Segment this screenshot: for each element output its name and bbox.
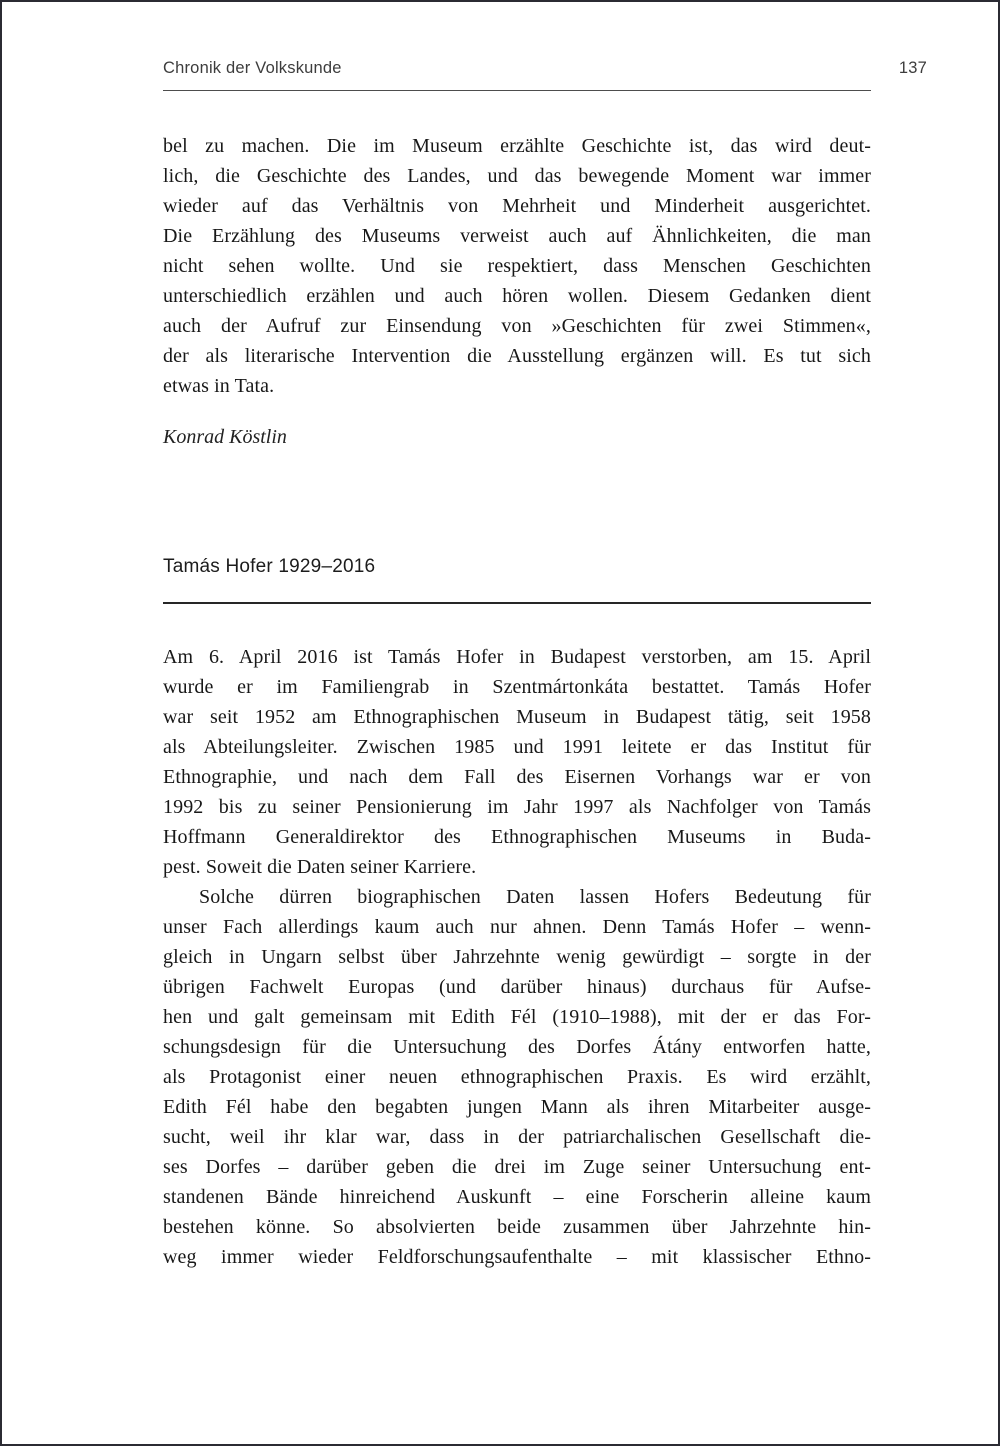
text-line: der als literarische Intervention die Ausstellung ergänzen will. Es tut sich: [163, 345, 871, 367]
text-line: Ethnographie, und nach dem Fall des Eisernen Vorhangs war er von: [163, 766, 871, 788]
paragraph-obituary-1: [163, 642, 871, 882]
text-line: lich, die Geschichte des Landes, und das bewegende Moment war immer: [163, 165, 871, 187]
text-line: standenen Bände hinreichend Auskunft – eine Forscherin alleine kaum: [163, 1186, 871, 1208]
text-line: sucht, weil ihr klar war, dass in der patriarchalischen Gesellschaft die-: [163, 1126, 871, 1148]
text-line: wieder auf das Verhältnis von Mehrheit und Minderheit ausgerichtet.: [163, 195, 871, 217]
text-line: hen und galt gemeinsam mit Edith Fél (1910–1988), mit der er das For-: [163, 1006, 871, 1028]
text-line: wurde er im Familiengrab in Szentmártonkáta bestattet. Tamás Hofer: [163, 676, 871, 698]
text-line: Hoffmann Generaldirektor des Ethnographischen Museums in Buda-: [163, 826, 871, 848]
text-line: pest. Soweit die Daten seiner Karriere.: [163, 856, 477, 878]
text-line: war seit 1952 am Ethnographischen Museum in Budapest tätig, seit 1958: [163, 706, 871, 728]
text-line: bel zu machen. Die im Museum erzählte Geschichte ist, das wird deut-: [163, 135, 871, 157]
text-line: Solche dürren biographischen Daten lassen Hofers Bedeutung für: [199, 886, 871, 908]
text-line: Edith Fél habe den begabten jungen Mann als ihren Mitarbeiter ausge-: [163, 1096, 871, 1118]
text-line: unterschiedlich erzählen und auch hören wollen. Diesem Gedanken dient: [163, 285, 871, 307]
text-line: etwas in Tata.: [163, 375, 275, 397]
paragraph-obituary-2: [163, 882, 871, 1272]
text-line: unser Fach allerdings kaum auch nur ahnen. Denn Tamás Hofer – wenn-: [163, 916, 871, 938]
text-line: nicht sehen wollte. Und sie respektiert, dass Menschen Geschichten: [163, 255, 871, 277]
text-line: Die Erzählung des Museums verweist auch auf Ähnlichkeiten, die man: [163, 225, 871, 247]
running-header-title: Chronik der Volkskunde: [163, 59, 342, 77]
text-line: übrigen Fachwelt Europas (und darüber hinaus) durchaus für Aufse-: [163, 976, 871, 998]
text-line: gleich in Ungarn selbst über Jahrzehnte wenig gewürdigt – sorgte in der: [163, 946, 871, 968]
text-line: ses Dorfes – darüber geben die drei im Zuge seiner Untersuchung ent-: [163, 1156, 871, 1178]
author-signature: Konrad Köstlin: [163, 426, 287, 448]
text-line: schungsdesign für die Untersuchung des Dorfes Átány entworfen hatte,: [163, 1036, 871, 1058]
text-line: bestehen könne. So absolvierten beide zusammen über Jahrzehnte hin-: [163, 1216, 871, 1238]
text-line: als Protagonist einer neuen ethnographischen Praxis. Es wird erzählt,: [163, 1066, 871, 1088]
text-line: 1992 bis zu seiner Pensionierung im Jahr 1997 als Nachfolger von Tamás: [163, 796, 871, 818]
text-line: Am 6. April 2016 ist Tamás Hofer in Budapest verstorben, am 15. April: [163, 646, 871, 668]
section-heading: Tamás Hofer 1929–2016: [163, 556, 376, 577]
text-line: weg immer wieder Feldforschungsaufenthalte – mit klassischer Ethno-: [163, 1246, 871, 1268]
text-line: auch der Aufruf zur Einsendung von »Geschichten für zwei Stimmen«,: [163, 315, 871, 337]
running-header: [163, 58, 927, 78]
paragraph-article-continuation: [163, 131, 871, 401]
heading-rule: [163, 602, 871, 604]
header-rule: [163, 90, 871, 91]
text-line: als Abteilungsleiter. Zwischen 1985 und 1991 leitete er das Institut für: [163, 736, 871, 758]
page-number: 137: [898, 59, 927, 77]
